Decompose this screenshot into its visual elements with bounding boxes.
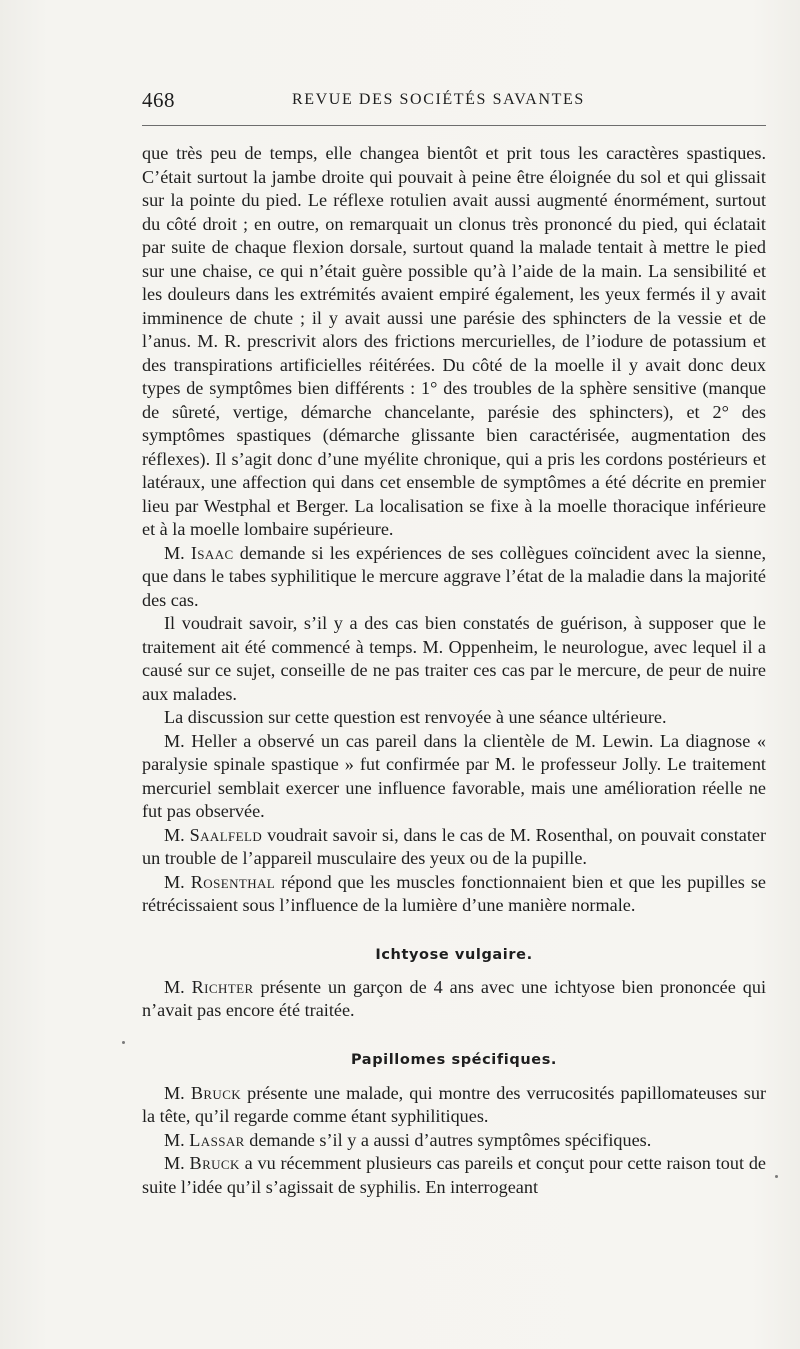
paragraph-isaac bbox=[142, 542, 766, 613]
article-body bbox=[142, 142, 766, 1199]
paragraph-bruck bbox=[142, 1082, 766, 1129]
paragraph-text: demande s’il y a aussi d’autres symptômes spécifiques. bbox=[244, 1129, 652, 1150]
spacer bbox=[142, 1071, 766, 1082]
paragraph-text: présente une malade, qui montre des verrucosités papillomateuses sur la tête, qu’il regarde comme étant syphilitiques. bbox=[142, 1082, 767, 1126]
page-header bbox=[142, 86, 766, 116]
speaker-name: Lassar bbox=[189, 1129, 245, 1150]
spacer bbox=[142, 1023, 766, 1049]
paragraph-text: présente un garçon de 4 ans avec une ichtyose bien prononcée qui n’avait pas encore été traitée. bbox=[142, 976, 766, 1020]
paragraph-lassar bbox=[142, 1129, 766, 1153]
paragraph-text: demande si les expériences de ses collègues coïncident avec la sienne, que dans le tabes syphilitique le mercure aggrave l’état de la maladie dans la majorité des cas. bbox=[142, 542, 766, 610]
section-heading-ichtyose: Ichtyose vulgaire. bbox=[375, 946, 533, 963]
paragraph-text: répond que les muscles fonctionnaient bien et que les pupilles se rétrécissaient sous l’influence de la lumière d’une manière normale. bbox=[142, 871, 766, 915]
speaker-name: Bruck bbox=[189, 1153, 240, 1173]
speaker-prefix: M. bbox=[164, 1129, 190, 1150]
speaker-name: Isaac bbox=[190, 542, 234, 563]
speaker-name: Richter bbox=[191, 976, 254, 997]
speaker-name: Saalfeld bbox=[189, 824, 263, 845]
page-number: 468 bbox=[142, 88, 175, 112]
speaker-name: Bruck bbox=[190, 1082, 242, 1103]
speaker-name: Rosenthal bbox=[190, 871, 276, 892]
paragraph-question: Il voudrait savoir, s’il y a des cas bien constatés de guérison, à supposer que le traitement ait été commencé à temps. M. Oppenheim, le neurologue, avec lequel il a causé sur ce sujet, conseille de ne pas traiter ces cas par le mercure, de peur de nuire aux malades. bbox=[142, 613, 766, 704]
scan-speck bbox=[775, 1175, 778, 1178]
paragraph-text: voudrait savoir si, dans le cas de M. Rosenthal, on pouvait constater un trouble de l’appareil musculaire des yeux ou de la pupille. bbox=[142, 824, 766, 868]
paragraph-continued: que très peu de temps, elle changea bientôt et prit tous les caractères spastiques. C’était surtout la jambe droite qui pouvait à peine être éloignée du sol et qui glissait sur la pointe du pied. Le réflexe rotulien avait aussi augmenté énormément, surtout du côté droit ; en outre, on remarquait un clonus très prononcé du pied, qui éclatait par suite de chaque flexion dorsale, surtout quand la malade tentait à mettre le pied sur une chaise, ce qui n’était guère possible qu’à l’aide de la main. La sensibilité et les douleurs dans les extrémités avaient empiré également, les yeux fermés il y avait imminence de chute ; il y avait aussi une parésie des sphincters de la vessie et de l’anus. M. R. prescrivit alors des frictions mercurielles, de l’iodure de potassium et des transpirations artificielles réitérées. Du côté de la moelle il y avait donc deux types de symptômes bien différents : 1° des troubles de la sphère sensitive (manque de sûreté, vertige, démarche chancelante, parésie des sphincters), et 2° des symptômes spastiques (démarche glissante bien caractérisée, augmentation des réflexes). Il s’agit donc d’une myélite chronique, qui a pris les cordons postérieurs et latéraux, une affection qui dans cet ensemble de symptômes a été décrite en premier lieu par Westphal et Berger. La localisation se fixe à la moelle thoracique inférieure et à la moelle lombaire supérieure. bbox=[142, 143, 766, 539]
speaker-prefix: M. bbox=[164, 976, 192, 997]
paragraph-bruck-2 bbox=[142, 1152, 766, 1199]
paragraph-text: a vu récemment plusieurs cas pareils et conçut pour cette raison tout de suite l’idée qu’il s’agissait de syphilis. En interrogeant bbox=[142, 1153, 766, 1197]
running-head: REVUE DES SOCIÉTÉS SAVANTES bbox=[292, 91, 585, 108]
section-heading-papillomes: Papillomes spécifiques. bbox=[350, 1051, 558, 1068]
paragraph-rosenthal bbox=[142, 871, 766, 918]
paragraph-richter bbox=[142, 976, 766, 1023]
speaker-prefix: M. bbox=[164, 871, 191, 892]
spacer bbox=[142, 966, 766, 976]
speaker-prefix: M. bbox=[164, 542, 191, 563]
speaker-prefix: M. bbox=[164, 1082, 191, 1103]
scan-speck bbox=[122, 1041, 125, 1044]
spacer bbox=[142, 918, 766, 944]
paragraph-saalfeld bbox=[142, 824, 766, 871]
speaker-prefix: M. bbox=[164, 1153, 190, 1173]
speaker-prefix: M. bbox=[164, 824, 190, 845]
paragraph-heller: M. Heller a observé un cas pareil dans la clientèle de M. Lewin. La diagnose « paralysie spinale spastique » fut confirmée par M. le professeur Jolly. Le traitement mercuriel semblait exercer une influence favorable, mais une amélioration réelle ne fut pas observée. bbox=[142, 730, 766, 821]
header-rule bbox=[142, 125, 766, 126]
paragraph-discussion: La discussion sur cette question est renvoyée à une séance ultérieure. bbox=[164, 707, 667, 727]
